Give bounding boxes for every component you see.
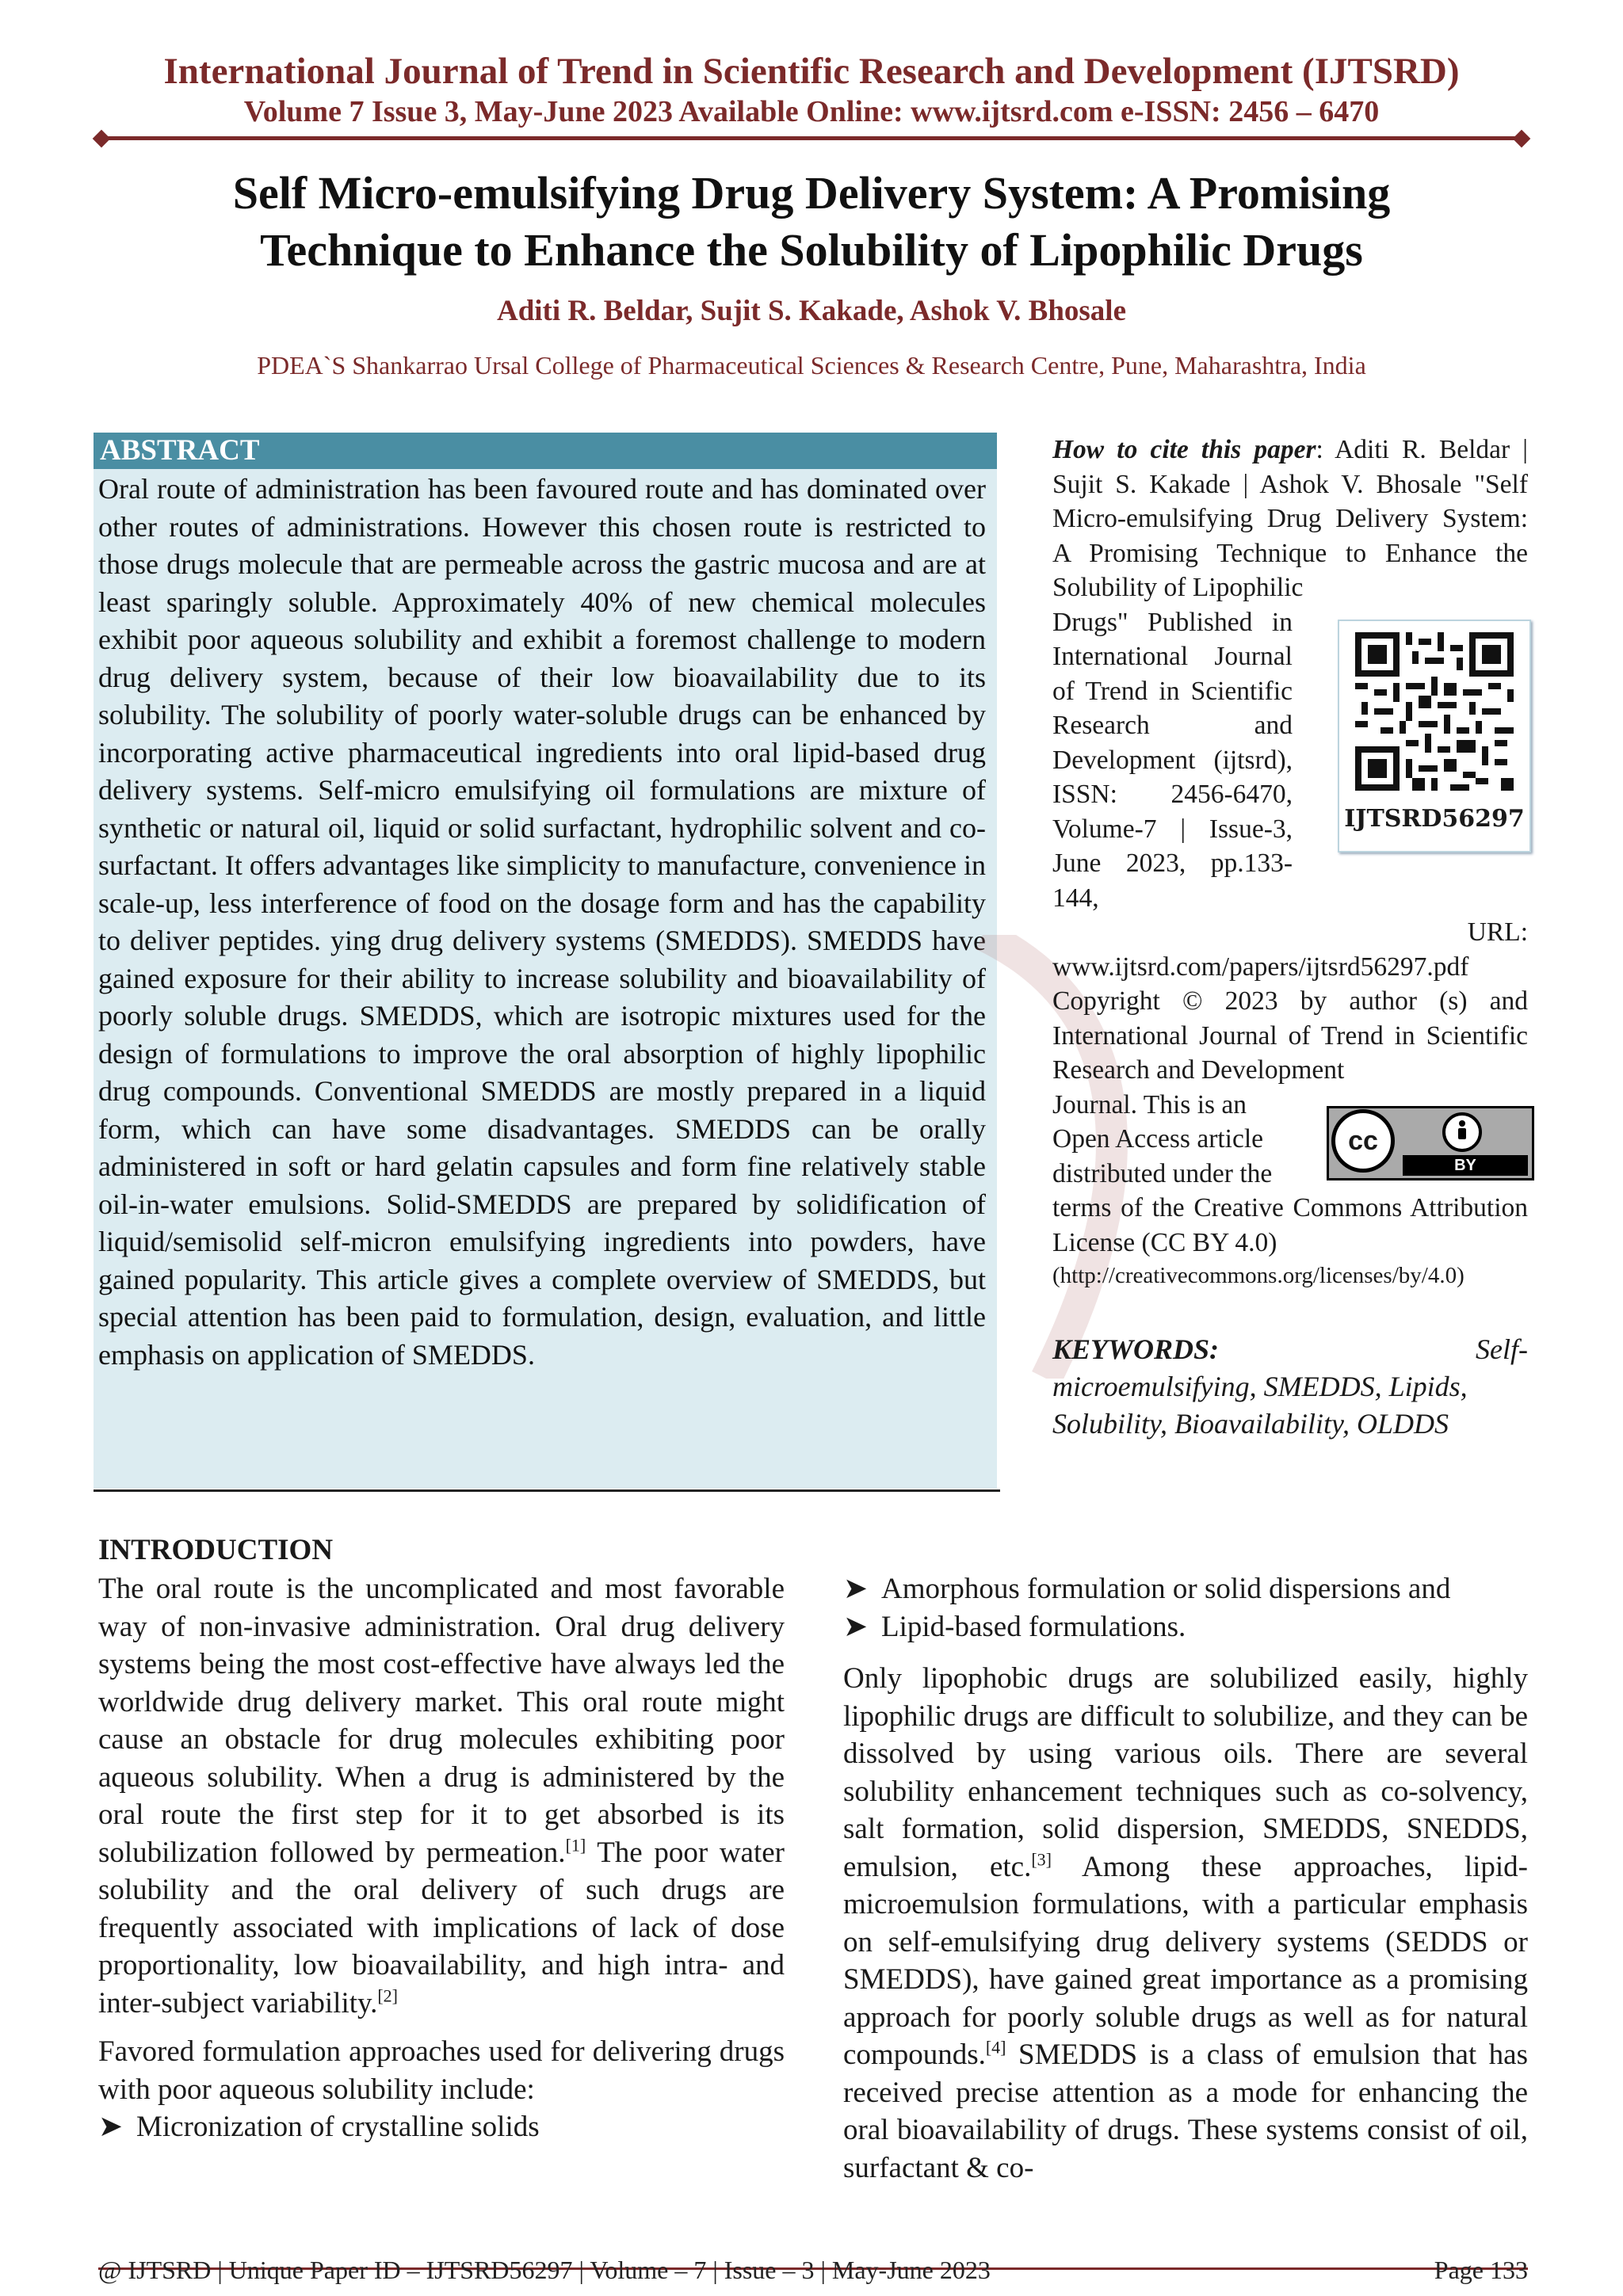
cc-icon: cc bbox=[1331, 1109, 1395, 1173]
journal-issue-line: Volume 7 Issue 3, May-June 2023 Available Online: www.ijtsrd.com e-ISSN: 2456 – 6470 bbox=[243, 95, 1380, 128]
intro-paragraph-3: Only lipophobic drugs are solubilized easily, highly lipophilic drugs are difficult to solubilize, and they can be dissolved by using various oils. There are several solubility enhancement techniques such as co-solvency, salt formation, solid dispersion, SMEDDS, SNEDDS, emulsion, etc.[3] Among these approaches, lipid-microemulsion formulations, with a particular emphasis on self-emulsifying drug delivery systems (SEDDS or SMEDDS), have gained great importance as a promising approach for poorly soluble drugs as well as for natural compounds.[4] SMEDDS is a class of emulsion that has received precise attention as a mode for enhancing the oral bioavailability of drugs. These systems consist of oil, surfactant & co- bbox=[843, 1662, 1528, 2184]
header-rule bbox=[100, 136, 1523, 140]
list-item: ➤ Lipid-based formulations. bbox=[843, 1608, 1528, 1646]
intro-paragraph-2: Favored formulation approaches used for delivering drugs with poor aqueous solubility include: bbox=[98, 2035, 785, 2106]
arrow-bullet-icon: ➤ bbox=[843, 1610, 869, 1643]
paper-id-label: IJTSRD56297 bbox=[1344, 805, 1525, 833]
authors: Aditi R. Beldar, Sujit S. Kakade, Ashok V. Bhosale bbox=[496, 295, 1127, 327]
citation-url[interactable]: www.ijtsrd.com/papers/ijtsrd56297.pdf bbox=[1052, 952, 1469, 982]
citation-url-label: URL: bbox=[1467, 917, 1528, 947]
keywords-first: Self- bbox=[1476, 1333, 1528, 1365]
by-label: BY bbox=[1403, 1155, 1528, 1176]
abstract-heading: ABSTRACT bbox=[100, 434, 260, 467]
abstract-bottom-rule bbox=[94, 1489, 1000, 1492]
paper-title bbox=[95, 165, 1528, 279]
intro-paragraph-1: The oral route is the uncomplicated and most favorable way of non-invasive administration. Oral drug delivery systems being the most cost-effective have always led the worldwide drug delivery market. This oral route might cause an obstacle for drug molecules exhibiting poor aqueous solubility. When a drug is administered by the oral route the first step for it to get absorbed is its solubilization followed by permeation.[1] The poor water solubility and the oral delivery of such drugs are frequently associated with implications of lack of dose proportionality, low bioavailability, and high intra- and inter-subject variability.[2] bbox=[98, 1573, 785, 2019]
abstract-header-bar bbox=[94, 433, 997, 469]
citation-text-top: : Aditi R. Beldar | Sujit S. Kakade | Ashok V. Bhosale "Self Micro-emulsifying Drug Delivery System: A Promising Technique to Enhance the Solubility of Lipophilic bbox=[1052, 435, 1529, 602]
affiliation: PDEA`S Shankarrao Ursal College of Pharmaceutical Sciences & Research Centre, Pune, Maharashtra, India bbox=[257, 351, 1366, 379]
rule-diamond-right bbox=[1513, 130, 1531, 148]
copyright-text-narrow: Journal. This is an Open Access article distributed under the bbox=[1052, 1089, 1273, 1188]
keywords-label: KEYWORDS: bbox=[1052, 1333, 1220, 1365]
keywords-text: microemulsifying, SMEDDS, Lipids, Solubility, Bioavailability, OLDDS bbox=[1052, 1371, 1468, 1440]
citation-text-narrow: Drugs" Published in International Journal of Trend in Scientific Research and Development (ijtsrd), ISSN: 2456-6470, Volume-7 | Issue-3, June 2023, pp.133-144, bbox=[1052, 607, 1293, 913]
page-footer bbox=[98, 2252, 1528, 2288]
arrow-bullet-icon: ➤ bbox=[843, 1573, 869, 1605]
journal-name: International Journal of Trend in Scientific Research and Development (IJTSRD) bbox=[163, 51, 1460, 92]
ref-1[interactable]: [1] bbox=[565, 1835, 586, 1855]
abstract-text: Oral route of administration has been favoured route and has dominated over other routes of administrations. However this chosen route is restricted to those drugs molecule that are permeable across the gastric mucosa and are at least sparingly soluble. Approximately 40% of new chemical molecules exhibit poor aqueous solubility and exhibit a foremost challenge to modern drug delivery system, because of their low bioavailability due to its solubility. The solubility of poorly water-soluble drugs can be enhanced by incorporating active pharmaceutical ingredients into oral lipid-based drug delivery systems. Self-micro emulsifying oil formulations are mixture of synthetic or natural oil, liquid or solid surfactant, hydrophilic solvent and co-surfactant. It offers advantages like simplicity to manufacture, convenience in scale-up, less interference of food on the dosage form and has the capability to deliver peptides. ying drug delivery systems (SMEDDS). SMEDDS have gained exposure for their ability to increase solubility and bioavailability of poorly soluble drugs. SMEDDS, which are isotropic mixtures used for the design of formulations to improve the oral absorption of highly lipophilic drug compounds. Conventional SMEDDS are mostly prepared in a liquid form, which can have some disadvantages. SMEDDS can be orally administered in soft or hard gelatin capsules and form fine relatively stable oil-in-water emulsions. Solid-SMEDDS are prepared by solidification of liquid/semisolid self-micron emulsifying ingredients into powders, have gained popularity. This article gives a complete overview of SMEDDS, but special attention has been paid to formulation, design, evaluation, and little emphasis on application of SMEDDS. bbox=[98, 473, 986, 1371]
keywords-block bbox=[1052, 1331, 1528, 1443]
ref-2[interactable]: [2] bbox=[377, 1985, 399, 2006]
arrow-bullet-icon: ➤ bbox=[98, 2111, 124, 2143]
qr-code-icon bbox=[1355, 632, 1514, 791]
page-number: Page 133 bbox=[1434, 2256, 1528, 2284]
license-url[interactable]: (http://creativecommons.org/licenses/by/4.0) bbox=[1052, 1263, 1465, 1288]
intro-right-column bbox=[843, 1570, 1528, 2187]
list-item: ➤ Amorphous formulation or solid dispersions and bbox=[843, 1570, 1528, 1608]
title-line-1: Self Micro-emulsifying Drug Delivery System: A Promising bbox=[232, 167, 1391, 219]
list-item: ➤ Micronization of crystalline solids bbox=[98, 2108, 785, 2146]
title-line-2: Technique to Enhance the Solubility of Lipophilic Drugs bbox=[260, 224, 1363, 276]
intro-left-column bbox=[98, 1570, 785, 2146]
copyright-text-top: Copyright © 2023 by author (s) and International Journal of Trend in Scientific Research and Development bbox=[1052, 986, 1528, 1085]
footer-info: @ IJTSRD | Unique Paper ID – IJTSRD56297 | Volume – 7 | Issue – 3 | May-June 2023 bbox=[98, 2256, 991, 2284]
attribution-person-icon bbox=[1442, 1112, 1482, 1152]
ref-3[interactable]: [3] bbox=[1031, 1849, 1052, 1870]
citation-label: How to cite this paper bbox=[1052, 435, 1316, 464]
ref-4[interactable]: [4] bbox=[985, 2037, 1006, 2058]
copyright-text-bottom: terms of the Creative Commons Attribution License (CC BY 4.0) bbox=[1052, 1193, 1528, 1257]
introduction-heading: INTRODUCTION bbox=[98, 1534, 334, 1566]
